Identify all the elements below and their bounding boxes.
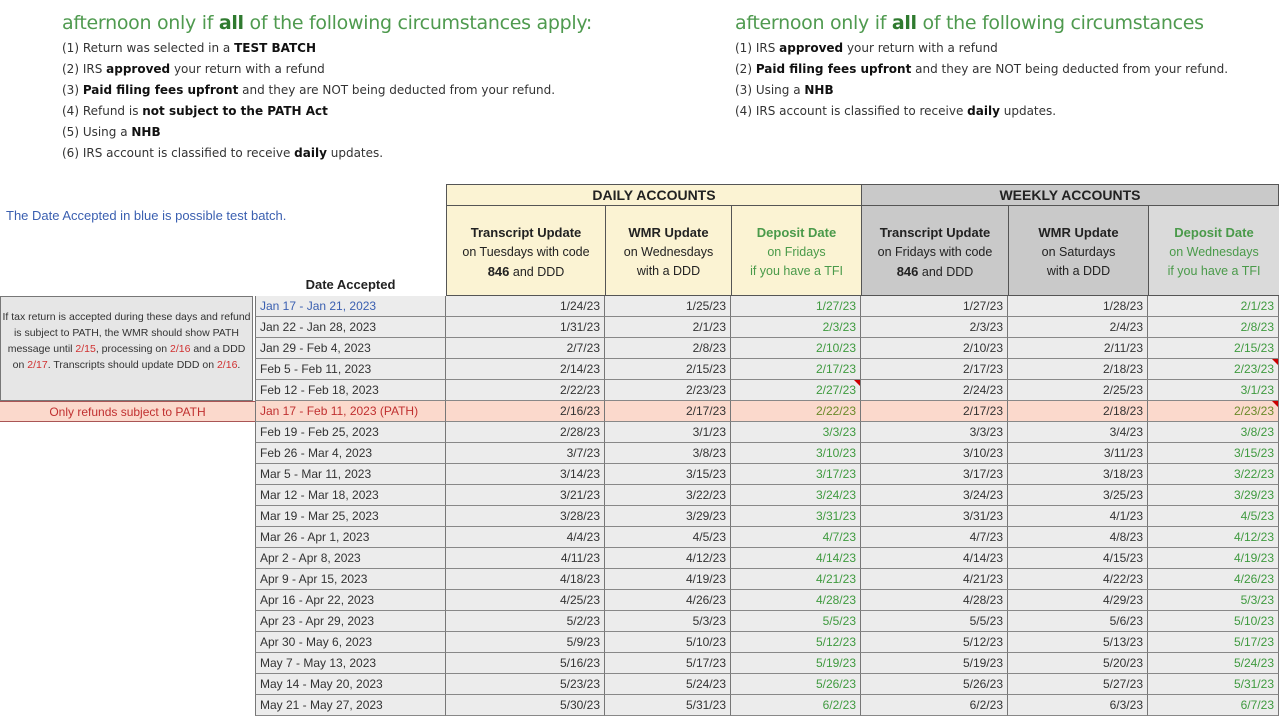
date-cell: 5/10/23 bbox=[1148, 611, 1279, 632]
date-cell: 1/24/23 bbox=[446, 296, 605, 317]
condition-text: (3) bbox=[62, 83, 83, 97]
condition-text: updates. bbox=[326, 146, 384, 160]
date-cell: 3/15/23 bbox=[605, 464, 731, 485]
condition-item bbox=[62, 38, 592, 59]
column-subtitle: if you have a TFI bbox=[1167, 264, 1261, 278]
left-headline bbox=[62, 12, 592, 34]
date-cell: 5/5/23 bbox=[861, 611, 1008, 632]
condition-bold: NHB bbox=[131, 125, 161, 139]
date-cell: 6/2/23 bbox=[731, 695, 861, 716]
date-cell: 5/26/23 bbox=[861, 674, 1008, 695]
table-row bbox=[0, 548, 1279, 569]
table-row bbox=[0, 674, 1279, 695]
date-cell: 3/18/23 bbox=[1008, 464, 1148, 485]
date-cell: 4/8/23 bbox=[1008, 527, 1148, 548]
date-cell: 4/7/23 bbox=[861, 527, 1008, 548]
date-cell: 4/12/23 bbox=[605, 548, 731, 569]
date-accepted-header: Date Accepted bbox=[305, 277, 396, 292]
column-code: 846 bbox=[896, 264, 919, 279]
column-title: WMR Update bbox=[1038, 225, 1119, 240]
note-date: 2/16 bbox=[216, 359, 238, 371]
column-subtitle: on Saturdays bbox=[1041, 245, 1116, 259]
date-cell: 5/24/23 bbox=[1148, 653, 1279, 674]
weekly-accounts-header: WEEKLY ACCOUNTS bbox=[861, 184, 1279, 206]
date-cell: 2/27/23 bbox=[731, 380, 861, 401]
headline-text: afternoon only if bbox=[735, 12, 892, 34]
right-intro bbox=[735, 12, 1228, 122]
table-row bbox=[0, 569, 1279, 590]
date-cell: 2/14/23 bbox=[446, 359, 605, 380]
date-cell: 2/10/23 bbox=[731, 338, 861, 359]
date-cell: 1/31/23 bbox=[446, 317, 605, 338]
date-cell: 6/7/23 bbox=[1148, 695, 1279, 716]
date-cell: 3/29/23 bbox=[605, 506, 731, 527]
date-accepted-cell: Mar 5 - Mar 11, 2023 bbox=[255, 464, 446, 485]
date-cell: 5/20/23 bbox=[1008, 653, 1148, 674]
column-header bbox=[605, 205, 732, 296]
date-cell: 2/4/23 bbox=[1008, 317, 1148, 338]
date-cell: 2/11/23 bbox=[1008, 338, 1148, 359]
date-cell: 2/15/23 bbox=[1148, 338, 1279, 359]
table-row bbox=[0, 443, 1279, 464]
condition-text: (4) IRS account is classified to receive bbox=[735, 104, 968, 118]
table-row bbox=[0, 464, 1279, 485]
table-row bbox=[0, 590, 1279, 611]
column-subtitle: if you have a TFI bbox=[750, 264, 843, 278]
date-cell: 5/6/23 bbox=[1008, 611, 1148, 632]
right-headline bbox=[735, 12, 1228, 34]
date-cell: 2/8/23 bbox=[1148, 317, 1279, 338]
comment-flag-icon bbox=[854, 380, 860, 386]
date-cell: 3/3/23 bbox=[731, 422, 861, 443]
date-cell: 2/17/23 bbox=[731, 359, 861, 380]
path-only-note: Only refunds subject to PATH bbox=[0, 401, 255, 422]
condition-bold: daily bbox=[967, 104, 1000, 118]
date-cell: 3/31/23 bbox=[861, 506, 1008, 527]
table-row bbox=[0, 380, 1279, 401]
date-cell: 2/1/23 bbox=[1148, 296, 1279, 317]
date-cell: 5/9/23 bbox=[446, 632, 605, 653]
column-subtitle: with a DDD bbox=[1046, 264, 1111, 278]
date-cell: 3/4/23 bbox=[1008, 422, 1148, 443]
column-subtitle: and DDD bbox=[509, 265, 565, 279]
column-header bbox=[861, 205, 1009, 296]
date-cell: 2/3/23 bbox=[861, 317, 1008, 338]
note-text: and a DDD on bbox=[12, 343, 246, 371]
date-cell: 2/17/23 bbox=[861, 359, 1008, 380]
table-row bbox=[0, 527, 1279, 548]
column-title: Deposit Date bbox=[1174, 225, 1254, 240]
date-cell: 4/5/23 bbox=[605, 527, 731, 548]
date-cell: 2/18/23 bbox=[1008, 401, 1148, 422]
column-subtitle: on Tuesdays with code bbox=[462, 245, 590, 259]
date-cell: 4/21/23 bbox=[861, 569, 1008, 590]
date-cell: 5/30/23 bbox=[446, 695, 605, 716]
condition-bold: not subject to the PATH Act bbox=[142, 104, 328, 118]
note-text: If tax return is accepted during these days and refund is subject to PATH, the WMR should show PATH message until bbox=[2, 311, 251, 355]
table-row bbox=[0, 506, 1279, 527]
date-cell: 5/27/23 bbox=[1008, 674, 1148, 695]
daily-accounts-header: DAILY ACCOUNTS bbox=[446, 184, 862, 206]
date-accepted-cell: Apr 9 - Apr 15, 2023 bbox=[255, 569, 446, 590]
date-cell: 4/7/23 bbox=[731, 527, 861, 548]
condition-bold: TEST BATCH bbox=[234, 41, 317, 55]
date-cell: 2/23/23 bbox=[605, 380, 731, 401]
date-cell: 2/18/23 bbox=[1008, 359, 1148, 380]
date-cell: 6/3/23 bbox=[1008, 695, 1148, 716]
condition-text: (6) IRS account is classified to receive bbox=[62, 146, 295, 160]
condition-text: (2) bbox=[735, 62, 756, 76]
date-cell: 2/16/23 bbox=[446, 401, 605, 422]
headline-text: afternoon only if bbox=[62, 12, 219, 34]
column-header bbox=[1008, 205, 1149, 296]
date-cell: 3/24/23 bbox=[861, 485, 1008, 506]
date-cell: 3/24/23 bbox=[731, 485, 861, 506]
left-intro bbox=[62, 12, 592, 164]
date-cell: 3/10/23 bbox=[731, 443, 861, 464]
date-cell: 3/17/23 bbox=[731, 464, 861, 485]
date-cell: 2/7/23 bbox=[446, 338, 605, 359]
date-accepted-cell: Jan 22 - Jan 28, 2023 bbox=[255, 317, 446, 338]
date-accepted-cell: Jan 17 - Feb 11, 2023 (PATH) bbox=[255, 401, 446, 422]
condition-item bbox=[62, 80, 592, 101]
date-cell: 5/16/23 bbox=[446, 653, 605, 674]
table-row bbox=[0, 338, 1279, 359]
note-date: 2/17 bbox=[27, 359, 48, 371]
condition-text: (1) IRS bbox=[735, 41, 780, 55]
date-cell: 3/3/23 bbox=[861, 422, 1008, 443]
date-cell: 2/1/23 bbox=[605, 317, 731, 338]
date-cell: 5/5/23 bbox=[731, 611, 861, 632]
date-cell: 3/22/23 bbox=[1148, 464, 1279, 485]
date-cell: 3/1/23 bbox=[605, 422, 731, 443]
note-text: . Transcripts should update DDD on bbox=[47, 359, 217, 371]
date-cell: 2/22/23 bbox=[731, 401, 861, 422]
note-date: 2/16 bbox=[169, 343, 191, 355]
table-row bbox=[0, 317, 1279, 338]
column-title: Deposit Date bbox=[756, 225, 837, 240]
table-row bbox=[0, 632, 1279, 653]
date-cell: 5/24/23 bbox=[605, 674, 731, 695]
test-batch-note: The Date Accepted in blue is possible test batch. bbox=[6, 208, 287, 223]
date-cell: 5/19/23 bbox=[861, 653, 1008, 674]
column-header bbox=[446, 205, 606, 296]
date-cell: 4/15/23 bbox=[1008, 548, 1148, 569]
date-cell: 5/31/23 bbox=[1148, 674, 1279, 695]
left-conditions bbox=[62, 38, 592, 164]
condition-item bbox=[735, 38, 1228, 59]
date-cell: 3/1/23 bbox=[1148, 380, 1279, 401]
date-cell: 3/17/23 bbox=[861, 464, 1008, 485]
condition-text: (2) IRS bbox=[62, 62, 107, 76]
date-cell: 5/12/23 bbox=[861, 632, 1008, 653]
date-cell: 2/25/23 bbox=[1008, 380, 1148, 401]
date-cell: 5/31/23 bbox=[605, 695, 731, 716]
note-text: . bbox=[237, 359, 241, 371]
condition-text: your return with a refund bbox=[843, 41, 998, 55]
date-cell: 2/23/23 bbox=[1148, 401, 1279, 422]
date-cell: 5/26/23 bbox=[731, 674, 861, 695]
date-cell: 2/23/23 bbox=[1148, 359, 1279, 380]
date-cell: 3/14/23 bbox=[446, 464, 605, 485]
date-cell: 1/27/23 bbox=[731, 296, 861, 317]
column-subtitle: on Fridays with code bbox=[877, 245, 993, 259]
date-cell: 2/17/23 bbox=[605, 401, 731, 422]
date-accepted-cell: Mar 19 - Mar 25, 2023 bbox=[255, 506, 446, 527]
date-cell: 3/8/23 bbox=[1148, 422, 1279, 443]
column-title: WMR Update bbox=[628, 225, 709, 240]
table-row bbox=[0, 653, 1279, 674]
condition-item bbox=[62, 122, 592, 143]
headline-text: of the following circumstances bbox=[916, 12, 1204, 34]
date-cell: 3/10/23 bbox=[861, 443, 1008, 464]
condition-text: your return with a refund bbox=[170, 62, 325, 76]
date-cell: 3/11/23 bbox=[1008, 443, 1148, 464]
condition-text: (3) Using a bbox=[735, 83, 805, 97]
column-title: Transcript Update bbox=[879, 225, 991, 240]
date-accepted-cell: May 21 - May 27, 2023 bbox=[255, 695, 446, 716]
column-subtitle: on Wednesdays bbox=[623, 245, 714, 259]
date-cell: 5/17/23 bbox=[605, 653, 731, 674]
date-accepted-cell: Feb 12 - Feb 18, 2023 bbox=[255, 380, 446, 401]
date-cell: 4/4/23 bbox=[446, 527, 605, 548]
date-cell: 5/2/23 bbox=[446, 611, 605, 632]
date-cell: 5/17/23 bbox=[1148, 632, 1279, 653]
date-cell: 4/29/23 bbox=[1008, 590, 1148, 611]
date-cell: 5/3/23 bbox=[1148, 590, 1279, 611]
condition-bold: Paid filing fees upfront bbox=[755, 62, 912, 76]
date-accepted-cell: May 14 - May 20, 2023 bbox=[255, 674, 446, 695]
note-text: , processing on bbox=[95, 343, 170, 355]
note-date: 2/15 bbox=[75, 343, 96, 355]
date-cell: 1/28/23 bbox=[1008, 296, 1148, 317]
condition-text: (1) Return was selected in a bbox=[62, 41, 235, 55]
date-accepted-cell: Jan 17 - Jan 21, 2023 bbox=[255, 296, 446, 317]
comment-flag-icon bbox=[1272, 401, 1278, 407]
date-cell: 2/22/23 bbox=[446, 380, 605, 401]
column-subtitle: on Wednesdays bbox=[1169, 245, 1259, 259]
table-row bbox=[0, 611, 1279, 632]
date-cell: 3/28/23 bbox=[446, 506, 605, 527]
date-cell: 4/25/23 bbox=[446, 590, 605, 611]
date-accepted-cell: Feb 26 - Mar 4, 2023 bbox=[255, 443, 446, 464]
date-cell: 5/13/23 bbox=[1008, 632, 1148, 653]
right-conditions bbox=[735, 38, 1228, 122]
date-cell: 1/25/23 bbox=[605, 296, 731, 317]
date-cell: 4/19/23 bbox=[605, 569, 731, 590]
date-cell: 5/12/23 bbox=[731, 632, 861, 653]
date-cell: 3/8/23 bbox=[605, 443, 731, 464]
date-cell: 4/11/23 bbox=[446, 548, 605, 569]
condition-bold: approved bbox=[106, 62, 171, 76]
date-cell: 4/18/23 bbox=[446, 569, 605, 590]
date-cell: 4/28/23 bbox=[731, 590, 861, 611]
column-header bbox=[1148, 205, 1279, 296]
date-cell: 2/24/23 bbox=[861, 380, 1008, 401]
condition-item bbox=[62, 143, 592, 164]
date-cell: 4/19/23 bbox=[1148, 548, 1279, 569]
date-cell: 5/19/23 bbox=[731, 653, 861, 674]
condition-item bbox=[62, 59, 592, 80]
date-accepted-cell: May 7 - May 13, 2023 bbox=[255, 653, 446, 674]
date-cell: 5/3/23 bbox=[605, 611, 731, 632]
table-row bbox=[0, 695, 1279, 716]
condition-item bbox=[735, 80, 1228, 101]
headline-text: of the following circumstances apply: bbox=[243, 12, 592, 34]
comment-flag-icon bbox=[1272, 359, 1278, 365]
date-cell: 4/1/23 bbox=[1008, 506, 1148, 527]
date-cell: 2/3/23 bbox=[731, 317, 861, 338]
date-cell: 3/15/23 bbox=[1148, 443, 1279, 464]
date-accepted-cell: Feb 19 - Feb 25, 2023 bbox=[255, 422, 446, 443]
date-cell: 4/5/23 bbox=[1148, 506, 1279, 527]
date-cell: 4/22/23 bbox=[1008, 569, 1148, 590]
condition-bold: NHB bbox=[804, 83, 834, 97]
date-cell: 1/27/23 bbox=[861, 296, 1008, 317]
date-cell: 2/8/23 bbox=[605, 338, 731, 359]
date-accepted-cell: Apr 16 - Apr 22, 2023 bbox=[255, 590, 446, 611]
headline-bold: all bbox=[218, 12, 244, 34]
table-row bbox=[0, 485, 1279, 506]
date-accepted-cell: Mar 12 - Mar 18, 2023 bbox=[255, 485, 446, 506]
condition-text: and they are NOT being deducted from your refund. bbox=[238, 83, 556, 97]
date-accepted-cell: Mar 26 - Apr 1, 2023 bbox=[255, 527, 446, 548]
date-cell: 3/31/23 bbox=[731, 506, 861, 527]
condition-item bbox=[62, 101, 592, 122]
headline-bold: all bbox=[891, 12, 917, 34]
condition-text: updates. bbox=[999, 104, 1057, 118]
column-header bbox=[731, 205, 862, 296]
date-cell: 2/10/23 bbox=[861, 338, 1008, 359]
date-cell: 4/14/23 bbox=[731, 548, 861, 569]
table-row bbox=[0, 296, 1279, 317]
date-cell: 5/10/23 bbox=[605, 632, 731, 653]
date-cell: 4/26/23 bbox=[605, 590, 731, 611]
date-cell: 4/28/23 bbox=[861, 590, 1008, 611]
date-cell: 3/25/23 bbox=[1008, 485, 1148, 506]
column-subtitle: with a DDD bbox=[636, 264, 701, 278]
date-cell: 4/26/23 bbox=[1148, 569, 1279, 590]
date-accepted-cell: Jan 29 - Feb 4, 2023 bbox=[255, 338, 446, 359]
column-subtitle: and DDD bbox=[918, 265, 974, 279]
condition-bold: Paid filing fees upfront bbox=[82, 83, 239, 97]
condition-bold: daily bbox=[294, 146, 327, 160]
column-subtitle: on Fridays bbox=[767, 245, 826, 259]
table-row bbox=[0, 359, 1279, 380]
date-cell: 6/2/23 bbox=[861, 695, 1008, 716]
condition-text: and they are NOT being deducted from your refund. bbox=[911, 62, 1229, 76]
column-title: Transcript Update bbox=[470, 225, 582, 240]
condition-bold: approved bbox=[779, 41, 844, 55]
date-accepted-cell: Feb 5 - Feb 11, 2023 bbox=[255, 359, 446, 380]
date-cell: 2/28/23 bbox=[446, 422, 605, 443]
table-row bbox=[0, 401, 1279, 422]
date-cell: 3/29/23 bbox=[1148, 485, 1279, 506]
condition-item bbox=[735, 101, 1228, 122]
date-cell: 2/17/23 bbox=[861, 401, 1008, 422]
date-cell: 2/15/23 bbox=[605, 359, 731, 380]
date-cell: 4/21/23 bbox=[731, 569, 861, 590]
column-code: 846 bbox=[487, 264, 510, 279]
condition-item bbox=[735, 59, 1228, 80]
date-accepted-cell: Apr 30 - May 6, 2023 bbox=[255, 632, 446, 653]
condition-text: (5) Using a bbox=[62, 125, 132, 139]
date-accepted-cell: Apr 2 - Apr 8, 2023 bbox=[255, 548, 446, 569]
date-cell: 4/14/23 bbox=[861, 548, 1008, 569]
date-cell: 3/22/23 bbox=[605, 485, 731, 506]
date-cell: 4/12/23 bbox=[1148, 527, 1279, 548]
table-row bbox=[0, 422, 1279, 443]
date-cell: 5/23/23 bbox=[446, 674, 605, 695]
date-accepted-cell: Apr 23 - Apr 29, 2023 bbox=[255, 611, 446, 632]
date-cell: 3/21/23 bbox=[446, 485, 605, 506]
condition-text: (4) Refund is bbox=[62, 104, 143, 118]
date-cell: 3/7/23 bbox=[446, 443, 605, 464]
